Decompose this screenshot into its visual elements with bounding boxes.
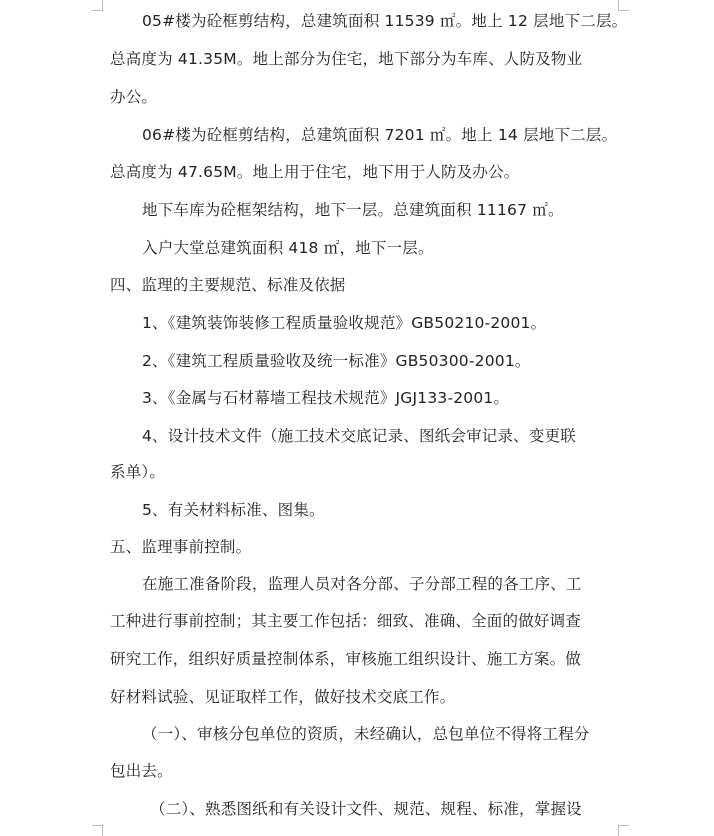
list-item: 3、《金属与石材幕墙工程技术规范》JGJ133-2001。 <box>142 389 510 407</box>
list-item: 1、《建筑装饰装修工程质量验收规范》GB50210-2001。 <box>142 314 547 332</box>
paragraph-line: （一）、审核分包单位的资质，未经确认，总包单位不得将工程分 <box>142 725 590 743</box>
paragraph-line: 在施工准备阶段，监理人员对各分部、子分部工程的各工序、工 <box>142 575 582 593</box>
paragraph-line: 总高度为 41.35M。地上部分为住宅，地下部分为车库、人防及物业 <box>110 50 583 68</box>
paragraph-line: 包出去。 <box>110 762 173 780</box>
paragraph-line: 好材料试验、见证取样工作，做好技术交底工作。 <box>110 688 456 706</box>
paragraph-line: 工种进行事前控制；其主要工作包括：细致、准确、全面的做好调查 <box>110 612 582 630</box>
section-heading: 四、监理的主要规范、标准及依据 <box>110 276 346 294</box>
paragraph-line: 05#楼为砼框剪结构，总建筑面积 11539 ㎡。地上 12 层地下二层。 <box>142 12 628 30</box>
paragraph-line: （二）、熟悉图纸和有关设计文件、规范、规程、标准，掌握设 <box>150 800 582 818</box>
paragraph-line: 办公。 <box>110 88 158 106</box>
list-item-continuation: 系单）。 <box>110 463 166 481</box>
page-corner-mark-bottom-left <box>92 825 103 836</box>
paragraph-line: 总高度为 47.65M。地上用于住宅，地下用于人防及办公。 <box>110 163 520 181</box>
list-item: 4、设计技术文件（施工技术交底记录、图纸会审记录、变更联 <box>142 427 576 445</box>
list-item: 5、有关材料标准、图集。 <box>142 501 325 519</box>
paragraph-line: 入户大堂总建筑面积 418 ㎡，地下一层。 <box>142 239 434 257</box>
paragraph-line: 地下车库为砼框架结构，地下一层。总建筑面积 11167 ㎡。 <box>142 201 564 219</box>
list-item: 2、《建筑工程质量验收及统一标准》GB50300-2001。 <box>142 352 531 370</box>
page-corner-mark-bottom-right <box>618 825 629 836</box>
paragraph-line: 06#楼为砼框剪结构，总建筑面积 7201 ㎡。地上 14 层地下二层。 <box>142 126 618 144</box>
paragraph-line: 研究工作，组织好质量控制体系，审核施工组织设计、施工方案。做 <box>110 650 582 668</box>
page-corner-mark-top-left <box>92 0 103 11</box>
section-heading: 五、监理事前控制。 <box>110 538 252 556</box>
